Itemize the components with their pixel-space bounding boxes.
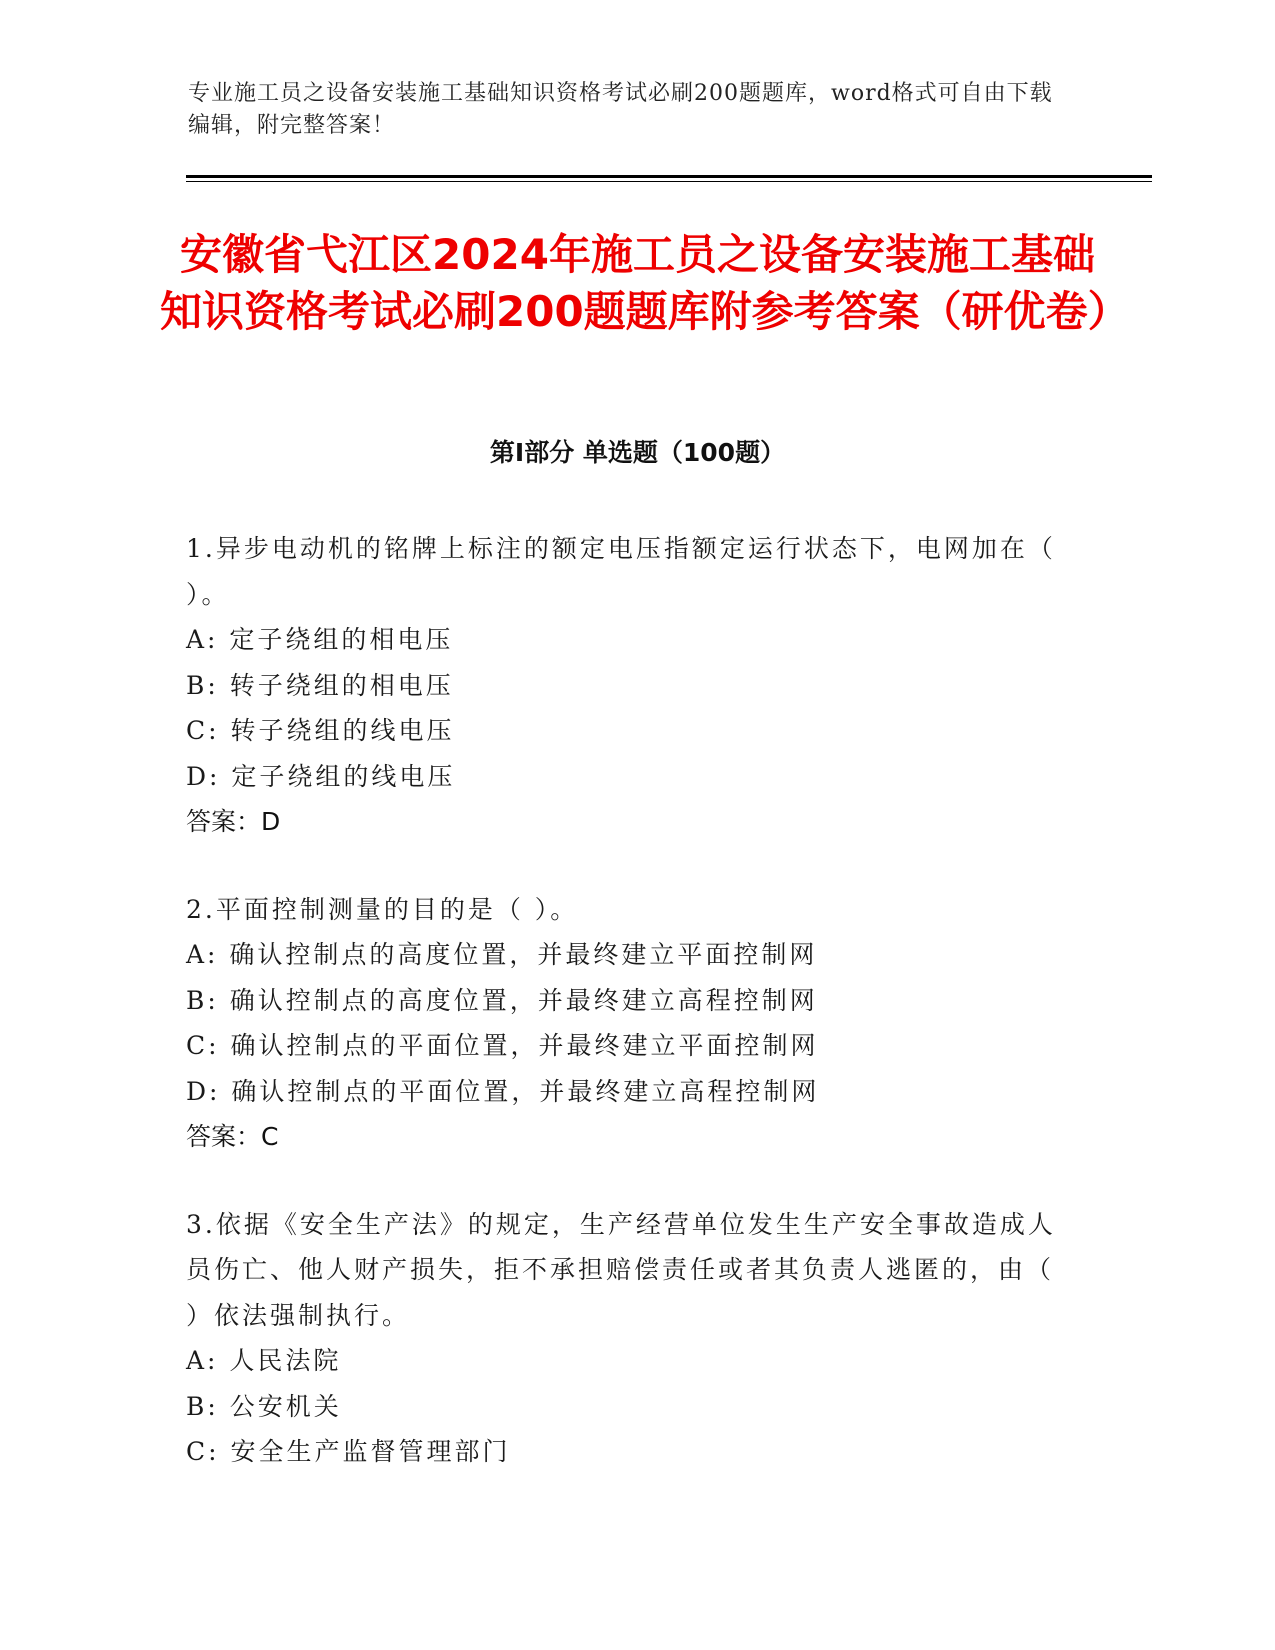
answer: 答案：D [186, 807, 281, 836]
option-c: C: 转子绕组的线电压 [186, 716, 455, 745]
option-d: D: 确认控制点的平面位置，并最终建立高程控制网 [186, 1076, 820, 1106]
header-note: 专业施工员之设备安装施工基础知识资格考试必刷200题题库，word格式可自由下载编辑，附完整答案！ [188, 81, 1053, 138]
question-list [186, 526, 1066, 1517]
answer: 答案：C [186, 1122, 279, 1151]
option-b: B: 转子绕组的相电压 [186, 670, 454, 700]
option-b: B: 公安机关 [186, 1391, 342, 1421]
header-divider-thick [186, 175, 1152, 178]
option-a: A: 定子绕组的相电压 [186, 625, 454, 654]
option-c: C: 安全生产监督管理部门 [186, 1437, 511, 1466]
option-a: A: 人民法院 [186, 1346, 342, 1375]
question-1 [186, 526, 1066, 845]
option-a: A: 确认控制点的高度位置，并最终建立平面控制网 [186, 940, 818, 969]
option-b: B: 确认控制点的高度位置，并最终建立高程控制网 [186, 985, 818, 1015]
question-stem: 2.平面控制测量的目的是（ ）。 [186, 894, 579, 924]
header-divider-thin [186, 181, 1152, 182]
question-stem: 3.依据《安全生产法》的规定，生产经营单位发生生产安全事故造成人员伤亡、他人财产损失，拒不承担赔偿责任或者其负责人逃匿的，由（ ）依法强制执行。 [186, 1209, 1056, 1330]
question-stem: 1.异步电动机的铭牌上标注的额定电压指额定运行状态下，电网加在（ ）。 [186, 534, 1056, 609]
option-c: C: 确认控制点的平面位置，并最终建立平面控制网 [186, 1031, 819, 1060]
question-2 [186, 887, 1066, 1160]
question-3 [186, 1202, 1066, 1475]
document-title: 安徽省弋江区2024年施工员之设备安装施工基础知识资格考试必刷200题题库附参考答案（研优卷） [160, 230, 1130, 336]
option-d: D: 定子绕组的线电压 [186, 761, 456, 791]
section-title: 第I部分 单选题（100题） [489, 438, 786, 467]
